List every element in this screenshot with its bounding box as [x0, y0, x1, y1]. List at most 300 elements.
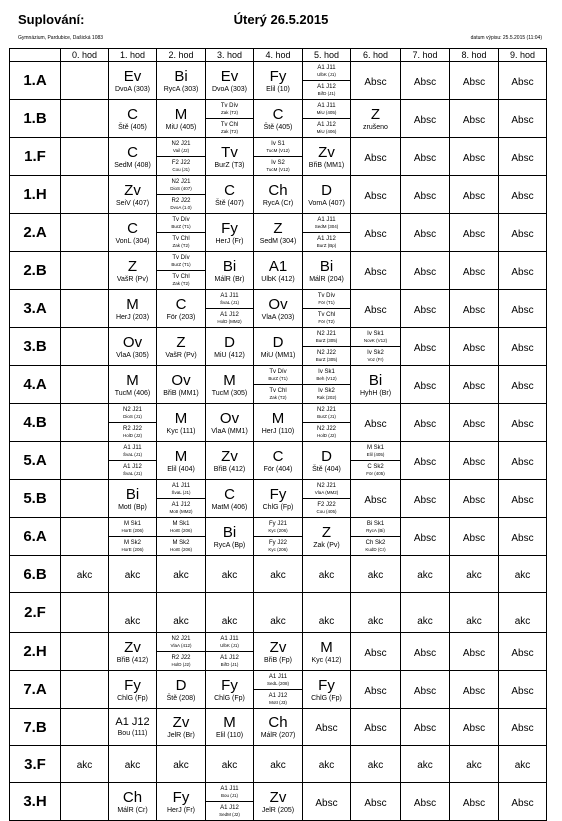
group-teacher: SedM (304) [314, 223, 339, 229]
group-lesson [303, 347, 350, 365]
group-lesson [109, 442, 156, 461]
teacher-room: ChlG (Fp) [262, 503, 294, 511]
group-subject: R2 J22 [122, 425, 142, 432]
group-subject: A1 J11 [317, 64, 336, 71]
lesson-cell [303, 366, 351, 404]
group-subject: Tv Dív [220, 102, 239, 109]
event-mark: akc [124, 570, 141, 581]
lesson-cell [109, 176, 157, 214]
event-mark: akc [124, 760, 141, 771]
lesson-cell [157, 176, 206, 214]
subject: Ev [220, 67, 239, 85]
lesson-cell [206, 62, 254, 100]
lesson-cell [450, 138, 499, 176]
group-teacher: VlaA (MM2) [314, 489, 339, 495]
subject: Zv [172, 714, 190, 731]
lesson-cell [157, 290, 206, 328]
group-subject: N2 J21 [171, 178, 191, 185]
class-name: 3.B [10, 328, 61, 366]
teacher-room: HyhH (Br) [359, 389, 392, 397]
teacher-room: Ště (404) [312, 465, 341, 473]
group-lesson [109, 404, 156, 423]
lesson-cell [61, 176, 109, 214]
group-lesson [303, 100, 350, 119]
lesson-cell [206, 328, 254, 366]
group-subject: Tv Dív [317, 292, 336, 299]
lesson-cell [109, 518, 157, 556]
teacher-room: VonL (304) [115, 237, 150, 245]
group-teacher: ŠvaL (J1) [219, 299, 240, 305]
event-mark: akc [514, 570, 531, 581]
subject: Z [273, 219, 283, 237]
group-teacher: UlbK (J1) [317, 71, 336, 77]
lesson-cell [450, 290, 499, 328]
absence-mark: Absc [364, 228, 387, 240]
lesson-cell [450, 518, 499, 556]
lesson-cell [254, 138, 303, 176]
event-mark: akc [76, 760, 93, 771]
lesson-cell [254, 518, 303, 556]
teacher-room: SeiV (407) [115, 199, 150, 207]
group-teacher: För (T2) [318, 318, 335, 324]
column-header: 2. hod [157, 49, 206, 62]
lesson-cell [157, 62, 206, 100]
group-lesson [303, 328, 350, 347]
table-row [10, 138, 547, 176]
group-subject: M Sk1 [366, 444, 384, 451]
teacher-room: VomA (407) [308, 199, 345, 207]
table-row [10, 709, 547, 746]
group-subject: N2 J22 [316, 425, 336, 432]
absence-mark: Absc [364, 797, 387, 809]
group-teacher: Vail (J2) [172, 147, 190, 153]
lesson-cell [206, 671, 254, 709]
absence-mark: Absc [413, 114, 437, 126]
group-teacher: SedL (208) [266, 680, 290, 686]
event-mark: akc [417, 570, 433, 581]
group-lesson [254, 138, 302, 157]
lesson-cell [206, 214, 254, 252]
lesson-cell [303, 593, 351, 633]
absence-mark: Absc [462, 647, 486, 659]
class-name: 1.H [10, 176, 61, 214]
lesson-cell [157, 138, 206, 176]
subject: C [175, 295, 187, 313]
group-subject: A1 J12 [317, 235, 336, 242]
group-teacher: KudD (Cr) [365, 546, 386, 552]
lesson-cell [401, 138, 450, 176]
lesson-cell [401, 633, 450, 671]
group-lesson [254, 690, 302, 708]
lesson-cell [351, 480, 401, 518]
absence-mark: Absc [511, 456, 534, 468]
lesson-cell [303, 671, 351, 709]
lesson-cell [401, 366, 450, 404]
absence-mark: Absc [315, 723, 338, 734]
teacher-room: MiU (MM1) [260, 351, 296, 359]
subject: Zv [124, 181, 141, 199]
absence-mark: Absc [511, 342, 534, 354]
lesson-cell [351, 100, 401, 138]
absence-mark: Absc [413, 685, 437, 697]
lesson-cell [206, 480, 254, 518]
absence-mark: Absc [315, 797, 338, 809]
subject: Fy [269, 485, 287, 503]
group-teacher: BurZ (T1) [171, 223, 191, 229]
table-row [10, 633, 547, 671]
lesson-cell [303, 62, 351, 100]
lesson-cell [499, 290, 547, 328]
lesson-cell [401, 404, 450, 442]
lesson-cell [206, 290, 254, 328]
lesson-cell [61, 252, 109, 290]
group-teacher: ŠvaL (J1) [171, 489, 191, 495]
lesson-cell [351, 328, 401, 366]
absence-mark: Absc [413, 342, 437, 354]
lesson-cell [61, 593, 109, 633]
lesson-cell [499, 593, 547, 633]
lesson-cell [61, 746, 109, 783]
lesson-cell [61, 100, 109, 138]
group-teacher: ŠvaL (J1) [122, 451, 143, 457]
class-name: 1.A [10, 62, 61, 100]
table-row [10, 556, 547, 593]
teacher-room: DvoA (303) [211, 85, 248, 93]
teacher-room: Kyc (111) [166, 427, 196, 435]
group-teacher: Zak (T2) [269, 394, 287, 400]
lesson-cell [157, 633, 206, 671]
group-lesson [303, 480, 350, 499]
group-subject: A1 J11 [171, 482, 191, 489]
class-name: 6.B [10, 556, 61, 593]
table-row [10, 366, 547, 404]
lesson-cell [254, 671, 303, 709]
lesson-cell [109, 556, 157, 593]
group-lesson [206, 802, 253, 820]
group-subject: Tv Chl [269, 387, 287, 394]
teacher-room: DvoA (303) [114, 85, 151, 93]
teacher-room: ChlG (Fp) [214, 694, 245, 702]
lesson-cell [157, 518, 206, 556]
lesson-cell [109, 709, 157, 746]
group-subject: Iv S1 [271, 140, 285, 147]
group-subject: Tv Chl [172, 273, 190, 280]
lesson-cell [401, 62, 450, 100]
lesson-cell [109, 480, 157, 518]
lesson-cell [351, 366, 401, 404]
lesson-cell [61, 62, 109, 100]
subject: Z [176, 333, 186, 351]
group-subject: Iv Sk2 [367, 349, 384, 356]
lesson-cell [206, 709, 254, 746]
lesson-cell [401, 328, 450, 366]
group-teacher: BurZ (J1) [317, 413, 336, 419]
lesson-cell [401, 290, 450, 328]
table-row [10, 480, 547, 518]
teacher-room: BřiB (412) [213, 465, 246, 473]
lesson-cell [303, 252, 351, 290]
header-row [10, 49, 547, 62]
teacher-room: För (404) [263, 465, 293, 473]
absence-mark: Absc [413, 266, 437, 278]
group-subject: Tv Chl [220, 121, 239, 128]
group-lesson [157, 252, 205, 271]
table-row [10, 783, 547, 821]
lesson-cell [499, 709, 547, 746]
lesson-cell [206, 176, 254, 214]
group-lesson [254, 385, 302, 403]
group-teacher: Zak (T2) [172, 242, 190, 248]
lesson-cell [499, 746, 547, 783]
class-name: 5.B [10, 480, 61, 518]
group-subject: N2 J21 [316, 330, 336, 337]
lesson-cell [206, 783, 254, 821]
absence-mark: Absc [364, 685, 387, 697]
subject: Bi [319, 257, 334, 275]
absence-mark: Absc [462, 380, 486, 392]
group-lesson [109, 518, 156, 537]
absence-mark: Absc [413, 76, 437, 88]
class-name: 4.B [10, 404, 61, 442]
lesson-cell [206, 442, 254, 480]
lesson-cell [401, 783, 450, 821]
event-mark: akc [417, 760, 433, 771]
absence-mark: Absc [462, 418, 486, 430]
lesson-cell [109, 328, 157, 366]
group-lesson [303, 423, 350, 441]
teacher-room: HerJ (Fr) [215, 237, 244, 245]
lesson-cell [206, 518, 254, 556]
event-mark: akc [270, 760, 286, 771]
group-teacher: Cou (405) [316, 508, 337, 514]
column-header: 5. hod [303, 49, 351, 62]
lesson-cell [303, 480, 351, 518]
subject: Fy [172, 788, 190, 806]
subject: Zv [318, 143, 335, 161]
column-header: 4. hod [254, 49, 303, 62]
lesson-cell [157, 252, 206, 290]
subject: Bi [125, 485, 140, 503]
lesson-cell [401, 442, 450, 480]
lesson-cell [61, 214, 109, 252]
subject: Ch [268, 714, 288, 731]
column-header: 3. hod [206, 49, 254, 62]
lesson-cell [499, 556, 547, 593]
group-teacher: HorE (206) [121, 527, 144, 533]
group-lesson [351, 518, 400, 537]
subject: M [174, 409, 188, 427]
column-header: 8. hod [450, 49, 499, 62]
group-subject: Iv S2 [271, 159, 285, 166]
group-subject: M Sk1 [123, 520, 141, 527]
group-lesson [254, 518, 302, 537]
lesson-cell [254, 593, 303, 633]
absence-mark: Absc [413, 418, 437, 430]
table-row [10, 593, 547, 633]
lesson-cell [109, 252, 157, 290]
lesson-cell [303, 138, 351, 176]
lesson-cell [450, 100, 499, 138]
lesson-cell [157, 709, 206, 746]
subject: Fy [221, 219, 238, 237]
event-mark: akc [124, 616, 141, 627]
event-mark: akc [417, 616, 433, 627]
absence-mark: Absc [413, 190, 437, 202]
event-mark: akc [270, 616, 286, 627]
print-date: datum výpisu: 25.5.2015 (11:04) [470, 35, 542, 41]
subject: C [224, 485, 235, 503]
lesson-cell [206, 404, 254, 442]
lesson-cell [254, 100, 303, 138]
lesson-cell [450, 746, 499, 783]
teacher-room: HerJ (203) [115, 313, 150, 321]
teacher-room: BřiB (412) [116, 656, 149, 664]
lesson-cell [61, 556, 109, 593]
subject: C [224, 181, 235, 199]
group-lesson [254, 366, 302, 385]
absence-mark: Absc [364, 418, 387, 430]
event-mark: akc [367, 760, 384, 771]
table-row [10, 404, 547, 442]
group-teacher: BurZ (Bp) [316, 242, 337, 248]
lesson-cell [450, 671, 499, 709]
group-subject: A1 J12 [317, 121, 336, 128]
teacher-room: MálR (204) [309, 275, 344, 283]
group-lesson [303, 233, 350, 251]
column-header: 7. hod [401, 49, 450, 62]
absence-mark: Absc [364, 304, 387, 316]
group-lesson [157, 652, 205, 670]
subject: M [126, 295, 139, 313]
group-lesson [303, 404, 350, 423]
subject: Bi [174, 67, 188, 85]
absence-mark: Absc [511, 304, 534, 316]
group-subject: A1 J12 [123, 463, 142, 470]
lesson-cell [61, 783, 109, 821]
group-teacher: MotI (J3) [269, 699, 287, 705]
group-subject: F2 J22 [317, 501, 336, 508]
lesson-cell [450, 252, 499, 290]
group-teacher: RycA (Bi) [366, 527, 385, 533]
teacher-room: MálR (Br) [214, 275, 245, 283]
absence-mark: Absc [511, 266, 534, 278]
teacher-room: UlbK (412) [261, 275, 295, 283]
lesson-cell [303, 290, 351, 328]
lesson-cell [450, 709, 499, 746]
group-teacher: Rak (202) [316, 394, 337, 400]
group-teacher: För (405) [366, 470, 385, 476]
subject: M [223, 714, 236, 731]
group-teacher: DioS (J1) [123, 413, 142, 419]
table-row [10, 518, 547, 556]
group-subject: M Sk2 [172, 539, 190, 546]
class-name: 4.A [10, 366, 61, 404]
teacher-room: BřiB (MM1) [308, 161, 345, 169]
lesson-cell [254, 633, 303, 671]
group-teacher: MotI (MM2) [169, 508, 193, 514]
teacher-room: zrušeno [363, 123, 388, 131]
table-row [10, 176, 547, 214]
lesson-cell [450, 176, 499, 214]
teacher-room: RycA (Bp) [213, 541, 246, 549]
lesson-cell [351, 593, 401, 633]
teacher-room: TucM (305) [211, 389, 248, 397]
group-subject: A1 J12 [220, 311, 239, 318]
group-lesson [157, 480, 205, 499]
class-name: 2.A [10, 214, 61, 252]
group-teacher: NovK (V12) [363, 337, 388, 343]
event-mark: akc [367, 616, 384, 627]
lesson-cell [303, 633, 351, 671]
lesson-cell [254, 176, 303, 214]
event-mark: akc [514, 760, 531, 771]
absence-mark: Absc [413, 152, 437, 164]
lesson-cell [157, 783, 206, 821]
lesson-cell [109, 442, 157, 480]
lesson-cell [450, 366, 499, 404]
event-mark: akc [466, 760, 482, 771]
absence-mark: Absc [462, 494, 486, 506]
absence-mark: Absc [511, 797, 534, 809]
teacher-room: BřiB (MM1) [163, 389, 199, 397]
group-teacher: HorE (206) [169, 527, 192, 533]
lesson-cell [351, 214, 401, 252]
lesson-cell [61, 328, 109, 366]
lesson-cell [254, 709, 303, 746]
teacher-room: BurZ (T3) [214, 161, 245, 169]
absence-mark: Absc [413, 228, 437, 240]
absence-mark: Absc [511, 685, 534, 697]
group-subject: A1 J11 [123, 444, 142, 451]
lesson-cell [351, 404, 401, 442]
lesson-cell [401, 556, 450, 593]
event-mark: akc [318, 570, 335, 581]
group-teacher: Cou (J1) [172, 166, 190, 172]
lesson-cell [109, 100, 157, 138]
group-subject: N2 J21 [316, 482, 336, 489]
lesson-cell [401, 671, 450, 709]
class-name: 1.F [10, 138, 61, 176]
group-subject: N2 J21 [122, 406, 142, 413]
absence-mark: Absc [364, 266, 387, 278]
lesson-cell [61, 671, 109, 709]
event-mark: akc [466, 616, 482, 627]
teacher-room: SedM (304) [259, 237, 297, 245]
teacher-room: BřiB (Fp) [264, 656, 292, 664]
group-subject: N2 J21 [171, 635, 191, 642]
absence-mark: Absc [364, 647, 387, 659]
group-subject: A1 J11 [268, 673, 288, 680]
lesson-cell [499, 214, 547, 252]
absence-mark: Absc [413, 723, 437, 734]
table-row [10, 252, 547, 290]
teacher-room: Kyc (412) [311, 656, 342, 664]
event-mark: akc [367, 570, 384, 581]
subject: Z [370, 105, 381, 123]
subject: Fy [221, 676, 238, 694]
group-subject: Iv Sk1 [318, 368, 335, 375]
group-lesson [206, 290, 253, 309]
lesson-cell [254, 556, 303, 593]
group-lesson [303, 385, 350, 403]
absence-mark: Absc [511, 152, 534, 164]
teacher-room: HerJ (Fr) [167, 806, 195, 814]
absence-mark: Absc [462, 723, 486, 734]
column-header: 1. hod [109, 49, 157, 62]
teacher-room: MatM (406) [211, 503, 248, 511]
lesson-cell [254, 290, 303, 328]
lesson-cell [61, 633, 109, 671]
